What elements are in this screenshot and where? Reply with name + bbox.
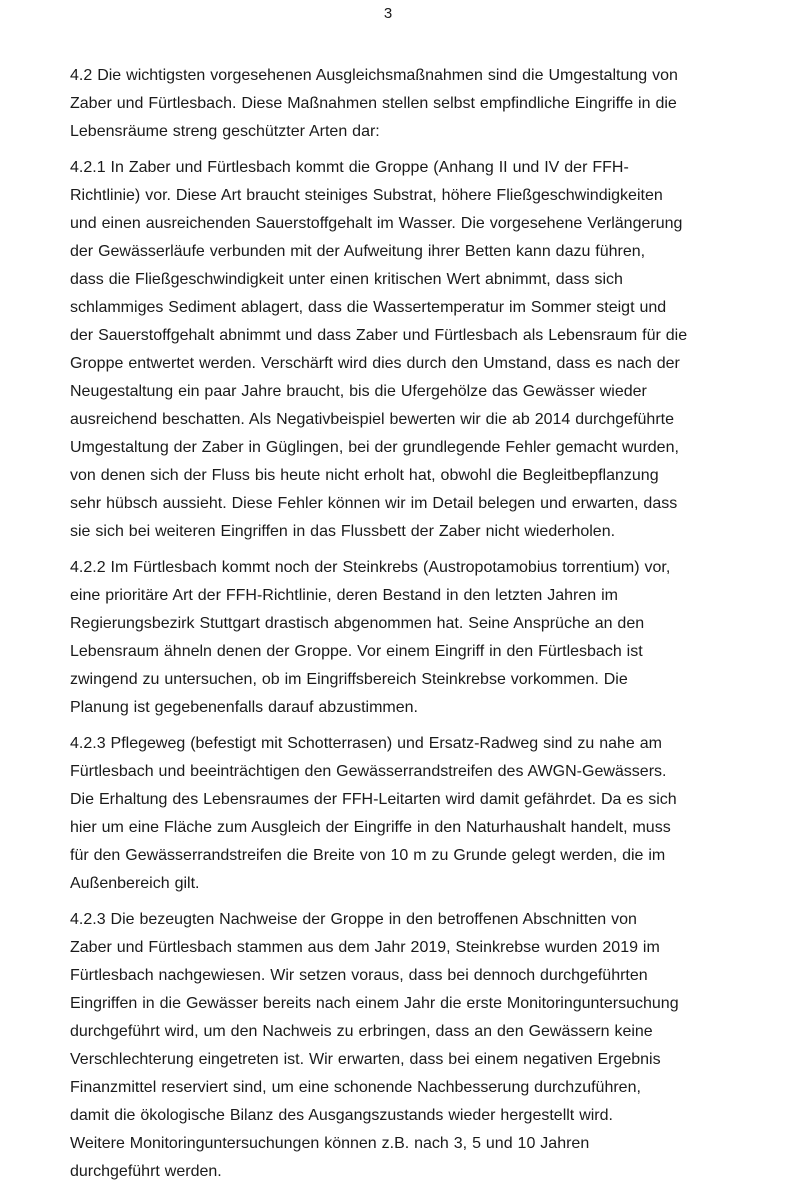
- page-number: 3: [383, 5, 393, 22]
- document-body: [70, 62, 770, 1194]
- paragraph-4-2-1: 4.2.1 In Zaber und Fürtlesbach kommt die Groppe (Anhang II und IV der FFH- Richtlinie) vor. Diese Art braucht steiniges Substrat, höhere Fließgeschwindigkeiten und einen ausreichenden Sauerstoffgehalt im Wasser. Die vorgesehene Verlängerung der Gewässerläufe verbunden mit der Aufweitung ihrer Betten kann dazu führen, dass die Fließgeschwindigkeit unter einen kritischen Wert abnimmt, dass sich schlammiges Sediment ablagert, dass die Wassertemperatur im Sommer steigt und der Sauerstoffgehalt abnimmt und dass Zaber und Fürtlesbach als Lebensraum für die Groppe entwertet werden. Verschärft wird dies durch den Umstand, dass es nach der Neugestaltung ein paar Jahre braucht, bis die Ufergehölze das Gewässer wieder ausreichend beschatten. Als Negativbeispiel bewerten wir die ab 2014 durchgeführte Umgestaltung der Zaber in Güglingen, bei der grundlegende Fehler gemacht wurden, von denen sich der Fluss bis heute nicht erholt hat, obwohl die Begleitbepflanzung sehr hübsch aussieht. Diese Fehler können wir im Detail belegen und erwarten, dass sie sich bei weiteren Eingriffen in das Flussbett der Zaber nicht wiederholen.: [70, 159, 688, 540]
- paragraph-4-2-3-pflegeweg: 4.2.3 Pflegeweg (befestigt mit Schotterrasen) und Ersatz-Radweg sind zu nahe am Fürtlesbach und beeinträchtigen den Gewässerrandstreifen des AWGN-Gewässers. Die Erhaltung des Lebensraumes der FFH-Leitarten wird damit gefährdet. Da es sich hier um eine Fläche zum Ausgleich der Eingriffe in den Naturhaushalt handelt, muss für den Gewässerrandstreifen die Breite von 10 m zu Grunde gelegt werden, die im Außenbereich gilt.: [70, 735, 677, 892]
- paragraph-4-2-2: 4.2.2 Im Fürtlesbach kommt noch der Steinkrebs (Austropotamobius torrentium) vor, eine prioritäre Art der FFH-Richtlinie, deren Bestand in den letzten Jahren im Regierungsbezirk Stuttgart drastisch abgenommen hat. Seine Ansprüche an den Lebensraum ähneln denen der Groppe. Vor einem Eingriff in den Fürtlesbach ist zwingend zu untersuchen, ob im Eingriffsbereich Steinkrebse vorkommen. Die Planung ist gegebenenfalls darauf abzustimmen.: [70, 559, 671, 716]
- paragraph-4-2: 4.2 Die wichtigsten vorgesehenen Ausgleichsmaßnahmen sind die Umgestaltung von Zaber und Fürtlesbach. Diese Maßnahmen stellen selbst empfindliche Eingriffe in die Lebensräume streng geschützter Arten dar:: [70, 67, 678, 140]
- paragraph-4-2-3-nachweise: 4.2.3 Die bezeugten Nachweise der Groppe in den betroffenen Abschnitten von Zaber und Fürtlesbach stammen aus dem Jahr 2019, Steinkrebse wurden 2019 im Fürtlesbach nachgewiesen. Wir setzen voraus, dass bei dennoch durchgeführten Eingriffen in die Gewässer bereits nach einem Jahr die erste Monitoringuntersuchung durchgeführt wird, um den Nachweis zu erbringen, dass an den Gewässern keine Verschlechterung eingetreten ist. Wir erwarten, dass bei einem negativen Ergebnis Finanzmittel reserviert sind, um eine schonende Nachbesserung durchzuführen, damit die ökologische Bilanz des Ausgangszustands wieder hergestellt wird. Weitere Monitoringuntersuchungen können z.B. nach 3, 5 und 10 Jahren durchgeführt werden.: [70, 911, 679, 1180]
